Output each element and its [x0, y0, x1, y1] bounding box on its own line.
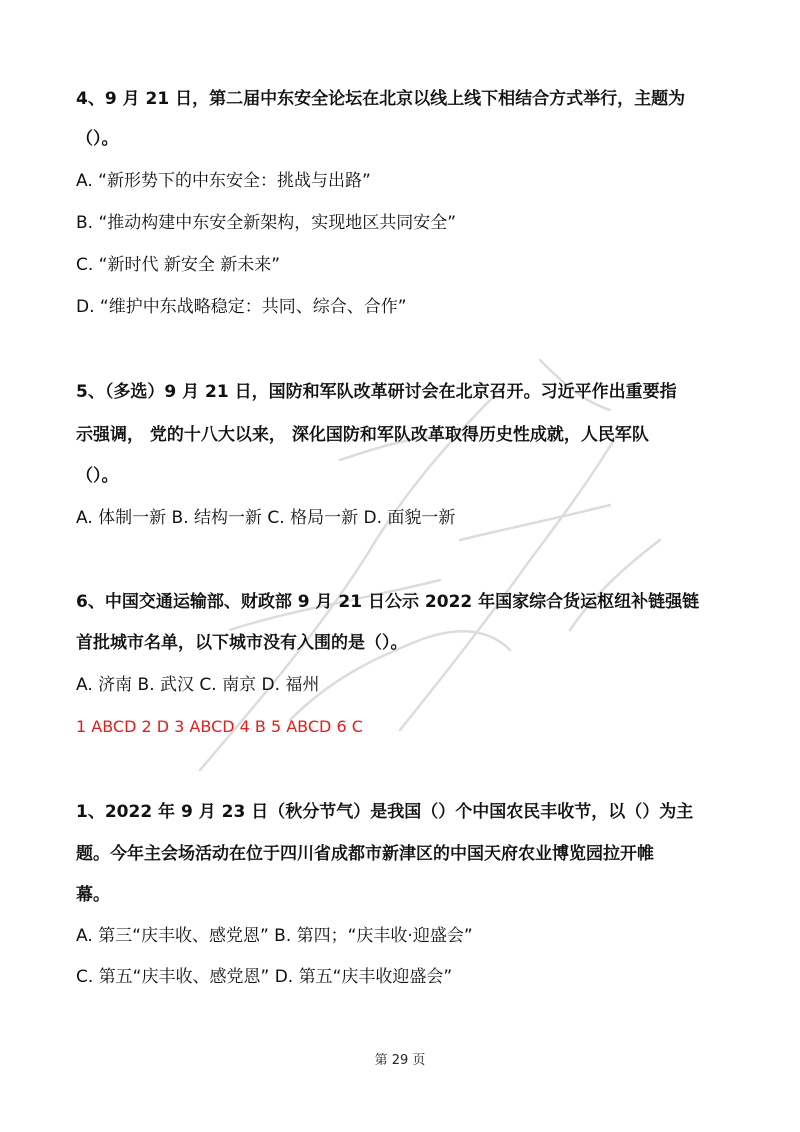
question-5-stem-line-3: （）。	[76, 466, 119, 486]
question-1-stem-line-3: 幕。	[76, 885, 110, 905]
question-5-stem-line-2: 示强调， 党的十八大以来， 深化国防和军队改革取得历史性成就，人民军队	[76, 425, 649, 445]
question-1-stem-line-2: 题。今年主会场活动在位于四川省成都市新津区的中国天府农业博览园拉开帷	[76, 844, 654, 864]
question-4-option-b: B. “推动构建中东安全新架构，实现地区共同安全”	[76, 213, 457, 233]
question-6-stem-line-1: 6、中国交通运输部、财政部 9 月 21 日公示 2022 年国家综合货运枢纽补链强链	[76, 592, 700, 612]
watermark-graphic	[140, 300, 700, 820]
question-4-stem-line-2: （）。	[76, 129, 119, 149]
answer-key: 1 ABCD 2 D 3 ABCD 4 B 5 ABCD 6 C	[76, 717, 363, 736]
question-1-options-line-2: C. 第五“庆丰收、感党恩” D. 第五“庆丰收迎盛会”	[76, 967, 453, 987]
page-number: 第 29 页	[374, 1053, 426, 1068]
question-4-stem-line-1: 4、9 月 21 日，第二届中东安全论坛在北京以线上线下相结合方式举行，主题为	[76, 89, 686, 109]
question-5-stem-line-1: 5、（多选）9 月 21 日，国防和军队改革研讨会在北京召开。习近平作出重要指	[76, 382, 677, 402]
question-1-stem-line-1: 1、2022 年 9 月 23 日（秋分节气）是我国（）个中国农民丰收节，以（）为主	[76, 802, 694, 822]
question-4-option-d: D. “维护中东战略稳定：共同、综合、合作”	[76, 297, 407, 317]
question-5-options: A. 体制一新 B. 结构一新 C. 格局一新 D. 面貌一新	[76, 508, 456, 528]
question-1-options-line-1: A. 第三“庆丰收、感党恩” B. 第四；“庆丰收·迎盛会”	[76, 926, 473, 946]
question-6-options: A. 济南 B. 武汉 C. 南京 D. 福州	[76, 675, 320, 695]
question-4-option-c: C. “新时代 新安全 新未来”	[76, 255, 281, 275]
question-6-stem-line-2: 首批城市名单，以下城市没有入围的是（）。	[76, 633, 408, 653]
question-4-option-a: A. “新形势下的中东安全：挑战与出路”	[76, 171, 371, 191]
